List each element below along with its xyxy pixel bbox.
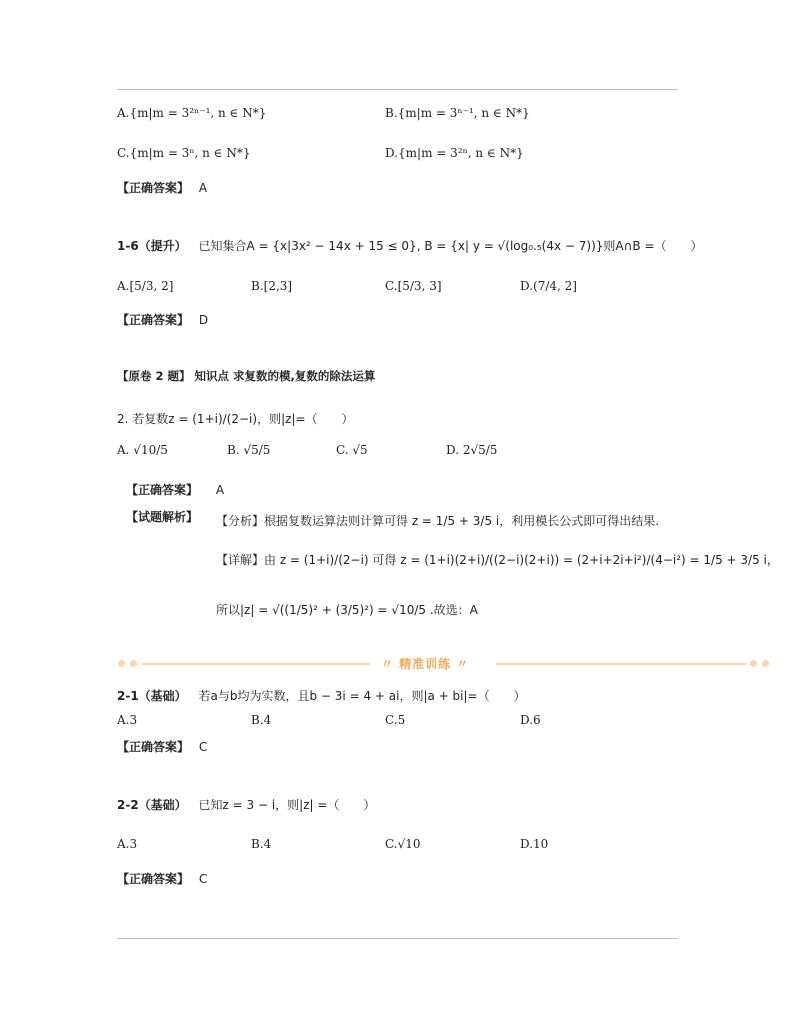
- analysis-label: 【试题解析】: [126, 510, 199, 524]
- answer-value: D: [198, 313, 209, 327]
- banner-title: 〃 精准训练 〃: [381, 657, 470, 671]
- q21-answer-row: [117, 738, 207, 755]
- q1-answer-row: [117, 179, 207, 196]
- q16-stem-row: [117, 237, 703, 254]
- q2-option-a: A. √10/5: [117, 443, 168, 457]
- banner-dot-icon: [762, 660, 769, 667]
- analysis-line-2: 【详解】由 z = (1+i)/(2−i) 可得 z = (1+i)(2+i)/((2−i)(2+i)) = (2+i+2i+i²)/(4−i²) = 1/5 + 3/5 i，: [216, 553, 779, 567]
- question-tag: 2-2（基础）: [117, 798, 187, 812]
- q2-option-d: D. 2√5/5: [446, 443, 498, 457]
- q16-option-b: B.[2,3]: [251, 279, 293, 293]
- q2-option-b: B. √5/5: [227, 443, 271, 457]
- q21-option-d: D.6: [520, 713, 541, 727]
- q22-answer-row: [117, 870, 207, 887]
- q16-answer-row: [117, 311, 208, 328]
- answer-label: 【正确答案】: [126, 483, 199, 497]
- q16-option-a: A.[5/3, 2]: [117, 279, 174, 293]
- section-heading: 【原卷 2 题】 知识点 求复数的模,复数的除法运算: [117, 369, 376, 383]
- q1-option-c: C.{m|m = 3ⁿ, n ∈ N*}: [117, 146, 251, 160]
- q2-option-c: C. √5: [336, 443, 368, 457]
- analysis-line-1: 【分析】根据复数运算法则计算可得 z = 1/5 + 3/5 i，利用模长公式即可得出结果.: [216, 514, 660, 528]
- section-banner: [118, 657, 770, 671]
- q16-option-c: C.[5/3, 3]: [385, 279, 442, 293]
- answer-value: A: [198, 181, 208, 195]
- banner-dot-icon: [118, 660, 125, 667]
- q22-option-c: C.√10: [385, 837, 421, 851]
- answer-label: 【正确答案】: [117, 313, 190, 327]
- q21-option-a: A.3: [117, 713, 138, 727]
- question-stem: 若a与b均为实数，且b − 3i = 4 + ai，则|a + bi|=（ ）: [198, 689, 526, 703]
- question-stem: 已知集合A = {x|3x² − 14x + 15 ≤ 0}, B = {x| y = √(log₀.₅(4x − 7))}则A∩B =（ ）: [198, 239, 703, 253]
- question-tag: 2-1（基础）: [117, 689, 187, 703]
- banner-line-right: [496, 663, 746, 665]
- banner-dot-icon: [130, 660, 137, 667]
- banner-dot-icon: [750, 660, 757, 667]
- q21-stem-row: [117, 687, 526, 704]
- answer-label: 【正确答案】: [117, 872, 190, 886]
- q1-option-a: A.{m|m = 3²ⁿ⁻¹, n ∈ N*}: [117, 106, 267, 120]
- q21-option-b: B.4: [251, 713, 272, 727]
- question-stem: 已知z = 3 − i，则|z| =（ ）: [198, 798, 376, 812]
- q22-option-b: B.4: [251, 837, 272, 851]
- q22-option-a: A.3: [117, 837, 138, 851]
- q1-option-d: D.{m|m = 3²ⁿ, n ∈ N*}: [385, 146, 524, 160]
- answer-label: 【正确答案】: [117, 181, 190, 195]
- answer-value: C: [198, 872, 208, 886]
- answer-label: 【正确答案】: [117, 740, 190, 754]
- answer-value: A: [215, 483, 225, 497]
- banner-line-left: [142, 663, 370, 665]
- analysis-line-3: 所以|z| = √((1/5)² + (3/5)²) = √10/5 .故选：A: [216, 603, 478, 617]
- question-tag: 1-6（提升）: [117, 239, 187, 253]
- q21-option-c: C.5: [385, 713, 406, 727]
- q1-option-b: B.{m|m = 3ⁿ⁻¹, n ∈ N*}: [385, 106, 530, 120]
- q22-option-d: D.10: [520, 837, 549, 851]
- bottom-rule: [117, 938, 678, 939]
- answer-value: C: [198, 740, 208, 754]
- q2-answer-row: [126, 481, 224, 498]
- q22-stem-row: [117, 796, 375, 813]
- q2-stem: 2. 若复数z = (1+i)/(2−i)，则|z|=（ ）: [117, 412, 354, 426]
- top-rule: [117, 89, 678, 90]
- q16-option-d: D.(7/4, 2]: [520, 279, 577, 293]
